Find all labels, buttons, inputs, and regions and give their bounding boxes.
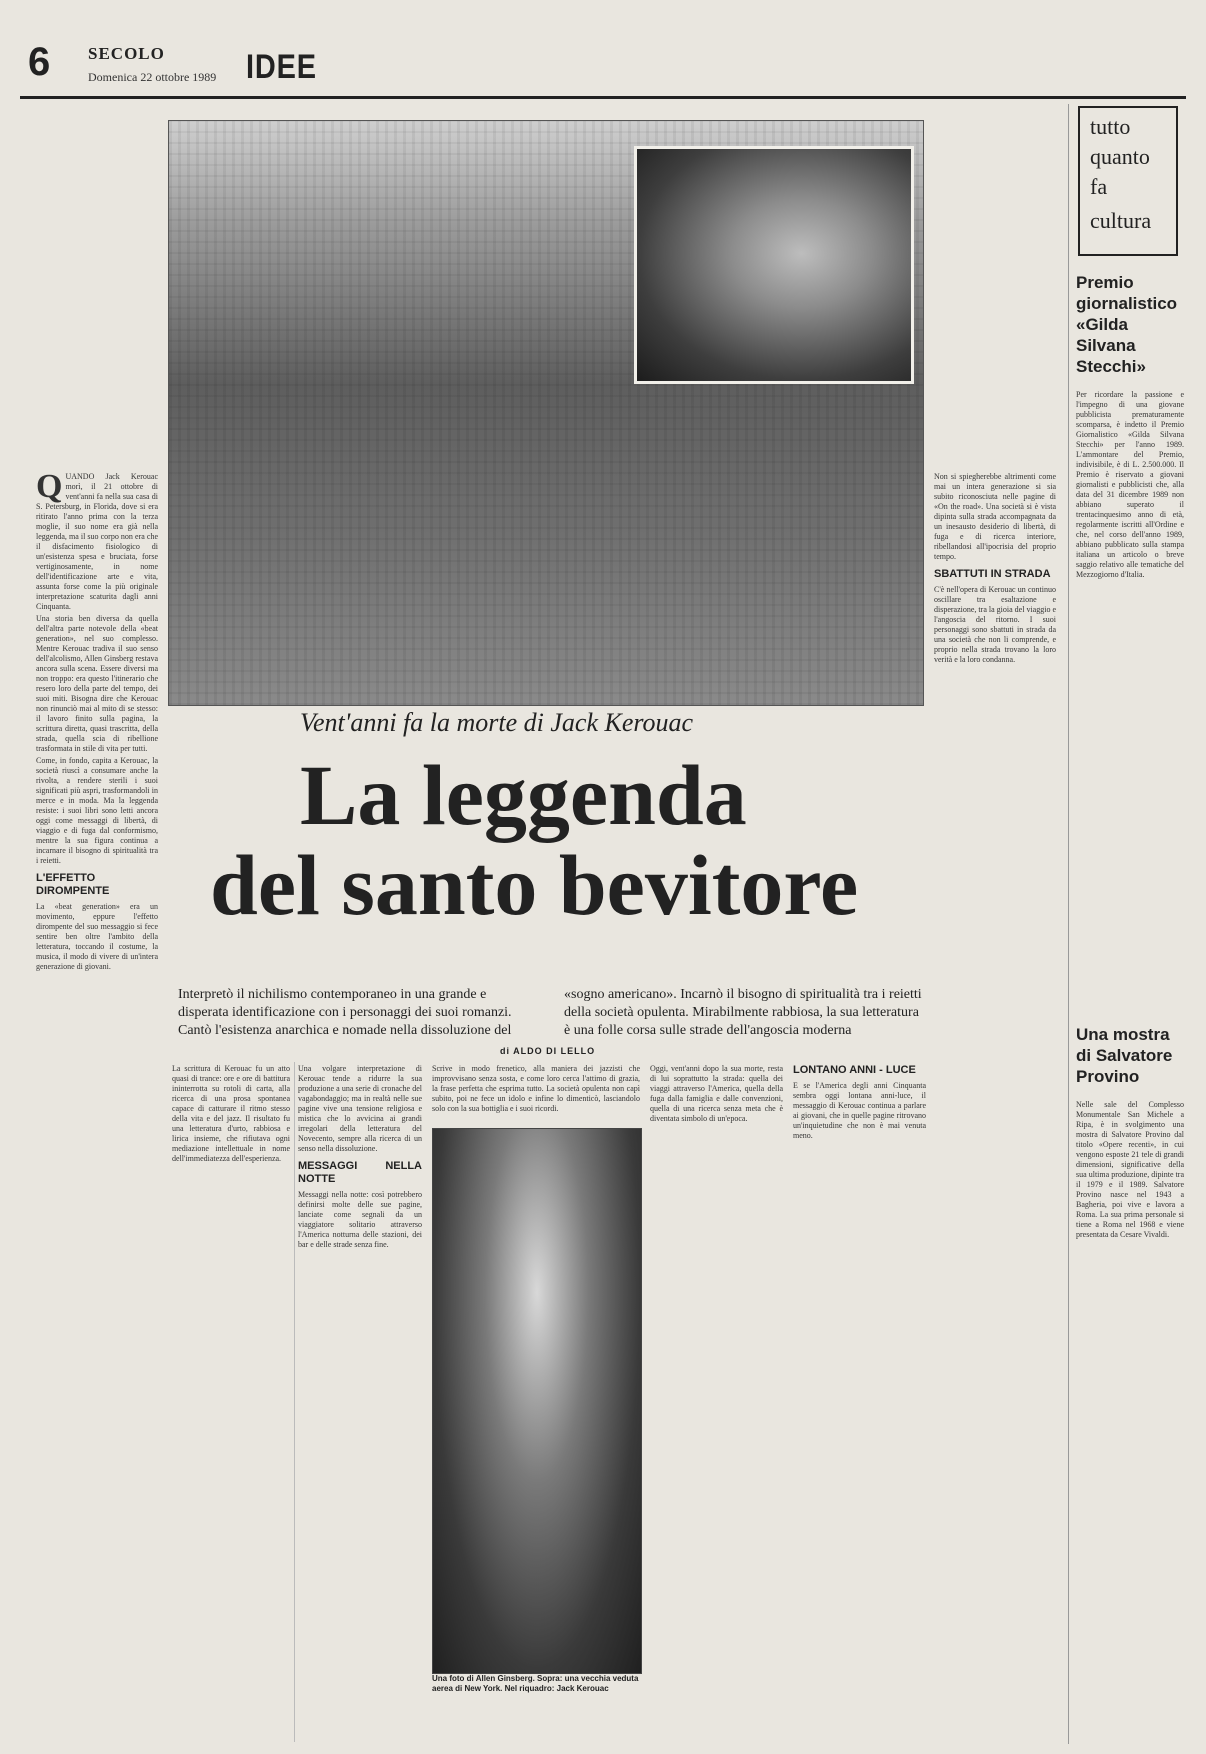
section-title: IDEE [246, 48, 317, 86]
subhead-messaggi: MESSAGGI NELLA NOTTE [298, 1160, 422, 1185]
sidebar-text-mostra: Nelle sale del Complesso Monumentale San Michele a Ripa, è in svolgimento una mostra di Salvatore Provino dal titolo «Opere recenti», in cui vengono esposte 21 tele di grandi dimensioni, significative della sua ultima produzione, dipinte tra il 1979 e il 1989. Salvatore Provino nasce nel 1943 a Bagheria, poi vive e lavora a Roma. La sua prima personale si tiene a Roma nel 1968 e viene presentata da Cesare Vivaldi. [1076, 1100, 1184, 1239]
sidebar-title-mostra: Una mostra di Salvatore Provino [1076, 1025, 1173, 1086]
subhead-lontano: LONTANO ANNI - LUCE [793, 1064, 916, 1076]
article-column-3 [172, 1064, 290, 1742]
subhead-sbattuti: SBATTUTI IN STRADA [934, 568, 1051, 580]
column-2-text: Come, in fondo, capita a Kerouac, la società riuscì a consumare anche la rivolta, a rendere sterili i suoi significati più aspri, trasformandoli in merce e in moda. Ma la leggenda resiste: i suoi libri sono letti ancora oggi come messaggi di libertà, di viaggio e di fuga dal conformismo, mentre la sua figura continua a incarnare il bisogno di spiritualità tra i reietti. [36, 756, 158, 865]
article-column-7 [934, 472, 1056, 1742]
article-column-4 [298, 1064, 422, 1742]
column-5-text: Scrive in modo frenetico, alla maniera dei jazzisti che improvvisano senza sosta, e come loro cerca l'attimo di grazia, la frase perfetta che esprima tutto. La società opulenta non capì subito, poi ne fece un idolo e infine lo dimenticò, lasciandolo solo con la sua bottiglia e i suoi ricordi. [432, 1064, 640, 1113]
messaggi-text: Messaggi nella notte: così potrebbero definirsi molte delle sue pagine, lanciate come segnali da un viaggiatore solitario attraverso l'America notturna delle stazioni, dei bar e delle strade senza fine. [298, 1190, 422, 1249]
drop-cap: Q [36, 468, 63, 505]
ginsberg-photo [432, 1128, 642, 1674]
byline: di ALDO DI LELLO [500, 1046, 596, 1056]
photo-caption: Una foto di Allen Ginsberg. Sopra: una vecchia veduta aerea di New York. Nel riquadro: Jack Kerouac [432, 1674, 639, 1693]
article-column-6 [650, 1064, 926, 1742]
intro-paragraph: UANDO Jack Kerouac morì, il 21 ottobre di vent'anni fa nella sua casa di S. Petersburg, in Florida, dove si era ritirato l'anno prima con la terza moglie, il suo nome era già nella leggenda, ma il suo corpo non era che il disfacimento fisiologico di un'esistenza spesa e bruciata, forse vertiginosamente, in nome dell'identificazione arte e vita, assunta forse come la più originale interpretazione scaturita dagli anni Cinquanta. [36, 472, 158, 611]
article-column-1 [36, 468, 158, 1392]
headline-line-1: La leggenda [300, 747, 747, 843]
sidebar-title-premio: Premio giornalistico «Gilda Silvana Stecchi» [1076, 273, 1178, 376]
logo-word-4: cultura [1090, 208, 1152, 233]
subhead-effetto: L'EFFETTO DIROMPENTE [36, 872, 110, 897]
page-number: 6 [28, 40, 51, 84]
logo-word-2: quanto [1090, 144, 1150, 169]
column-3-text: La scrittura di Kerouac fu un atto quasi di trance: ore e ore di battitura ininterrotta su rotoli di carta, alla ricerca di una prosa spontanea capace di catturare il ritmo stesso della vita e del jazz. Il risultato fu una letteratura d'urto, rabbiosa e lirica insieme, che rifiutava ogni mediazione intellettuale in nome dell'immediatezza dell'esperienza. [172, 1064, 290, 1163]
column-7-text: Non si spiegherebbe altrimenti come mai un intera generazione si sia subito riconosciuta nelle pagine di «On the road». Una società si è vista dipinta sulla strada accompagnata da un inesausto desiderio di libertà, di fuga e di ricerca interiore, ribellandosi all'ipocrisia del proprio tempo. [934, 472, 1056, 561]
column-4-text: Una volgare interpretazione di Kerouac tende a ridurre la sua produzione a una serie di cronache del vagabondaggio; ma in realtà nelle sue pagine vive una tensione religiosa e mistica che lo avvicina ai grandi irregolari della letteratura del Novecento, sempre alla ricerca di un senso nella dissoluzione. [298, 1064, 422, 1153]
article-subhead: Interpretò il nichilismo contemporaneo in una grande e disperata identificazione con i personaggi dei suoi romanzi. Cantò l'esistenza anarchica e nomade nella dissoluzione del «sogno americano». Incarnò il bisogno di spiritualità tra i reietti della società opulenta. Mirabilmente rabbiosa, la sua letteratura è una folle corsa sulle strade dell'angoscia moderna [178, 987, 922, 1038]
lontano-text: E se l'America degli anni Cinquanta sembra oggi lontana anni-luce, il messaggio di Kerouac continua a parlare ai giovani, che in quelle pagine ritrovano un'inquietudine che non è mai venuta meno. [793, 1081, 926, 1140]
column-1-text: Una storia ben diversa da quella dell'altra parte notevole della «beat generation», nel suo complesso. Mentre Kerouac tradiva il suo senso dell'alcolismo, Allen Ginsberg restava ancora sulla scena. Essere diversi ma non troppo: era questo l'itinerario che resero loro della parte del tempo, dei suoi miti. Bisogna dire che Kerouac non rinunciò mai al mito di se stesso: il lavoro finito sulla pagina, la scrittura diretta, quasi trascritta, della strada, quella scia di ribellione trasformata in stile di vita per tutti. [36, 614, 158, 753]
issue-date: Domenica 22 ottobre 1989 [88, 70, 217, 84]
logo-word-3: fa [1090, 174, 1108, 199]
effetto-text: La «beat generation» era un movimento, eppure l'effetto dirompente del suo messaggio si fece sentire ben oltre l'ambito della letteratura, toccando il costume, la musica, il modo di vivere di un'intera generazione di giovani. [36, 902, 158, 971]
article-kicker: Vent'anni fa la morte di Jack Kerouac [300, 708, 694, 737]
column-rule [294, 1062, 295, 1742]
masthead-rule [20, 96, 1186, 99]
column-6-text: Oggi, vent'anni dopo la sua morte, resta di lui soprattutto la strada: quella dei viaggi attraverso l'America, quella della fuga dalla famiglia e dalle convenzioni, quella di una ricerca senza meta che è diventata simbolo di un'epoca. [650, 1064, 783, 1123]
headline-line-2: del santo bevitore [210, 837, 859, 933]
newspaper-name: SECOLO [88, 44, 165, 63]
sbattuti-text: C'è nell'opera di Kerouac un continuo oscillare tra esaltazione e disperazione, tra la gioia del viaggio e l'angoscia del ritorno. I suoi personaggi sono sbattuti in strada da una società che non li comprende, e proprio nella strada trovano la loro verità e la loro condanna. [934, 585, 1056, 664]
article-column-5 [432, 1064, 640, 1124]
logo-word-1: tutto [1090, 114, 1131, 139]
kerouac-portrait-photo [634, 146, 914, 384]
sidebar-text-premio: Per ricordare la passione e l'impegno di una giovane pubblicista prematuramente scomparsa, è indetto il Premio Giornalistico «Gilda Silvana Stecchi» per l'anno 1989. L'ammontare del Premio, indivisibile, è di L. 2.500.000. Il Premio è riservato a giovani giornalisti e pubblicisti che, alla data del 31 dicembre 1989 non abbiano superato il trentacinquesimo anno di età, regolarmente iscritti all'Ordine e che, nel corso dell'anno 1989, abbiano pubblicato sulla stampa italiana un articolo o breve saggio relativo alle tematiche del Mezzogiorno d'Italia. [1076, 390, 1184, 579]
